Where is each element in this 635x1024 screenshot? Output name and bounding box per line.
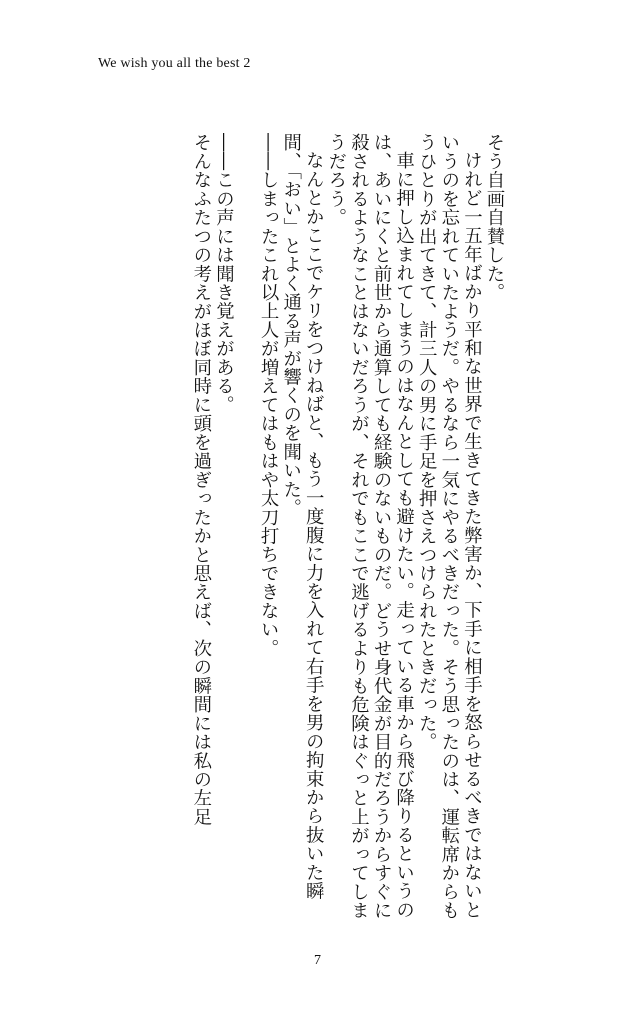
paragraph-4: なんとかここでケリをつけねばと、もう一度腹に力を入れて右手を男の拘束から抜いた瞬間、「おい」とよく通る声が響くのを聞いた。	[280, 133, 325, 901]
paragraph-2: けれど一五年ばかり平和な世界で生きてきた弊害か、下手に相手を怒らせるべきではないというのを忘れていたようだ。やるなら一気にやるべきだった。そう思ったのは、運転席からもうひとりが出てきて、計三人の男に手足を押さえつけられたときだった。	[416, 133, 483, 920]
running-header: We wish you all the best 2	[98, 56, 251, 71]
paragraph-3: 車に押し込まれてしまうのはなんとしても避けたい。走っている車から飛び降りるというのは、あいにくと前世から通算しても経験のないものだ。どうせ身代金が目的だろうからすぐに殺されるようなことはないだろうが、それでもここで逃げるよりも危険はぐっと上がってしまうだろう。	[325, 133, 415, 920]
paragraph-7: そんなふたつの考えがほぼ同時に頭を過ぎったかと思えば、次の瞬間には私の左足	[190, 133, 212, 827]
paragraph-5: ――しまったこれ以上人が増えてはもはや太刀打ちできない。	[258, 133, 280, 658]
page-number: 7	[314, 953, 321, 968]
body-text	[167, 133, 505, 923]
paragraph-1: そう自画自賛した。	[484, 133, 505, 302]
paragraph-6: ――この声には聞き覚えがある。	[213, 133, 235, 414]
